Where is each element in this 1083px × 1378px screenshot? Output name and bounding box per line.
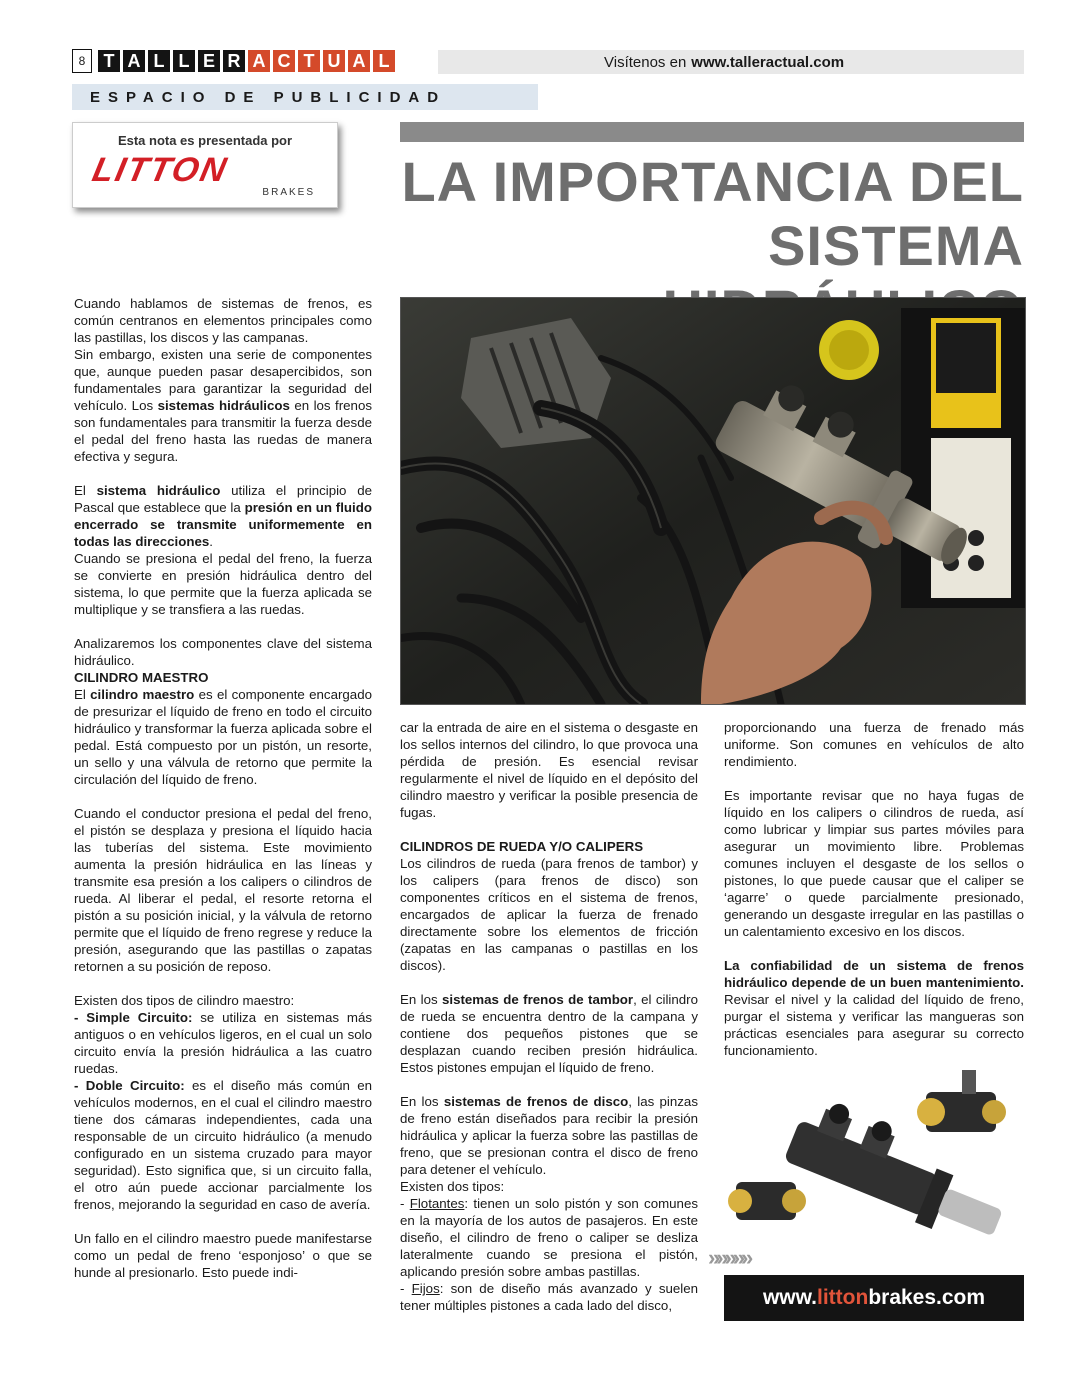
visit-bar	[438, 50, 1024, 74]
paragraph: En los sistemas de frenos de tambor, el cilindro de rueda se encuentra dentro de la campana y contiene dos pequeños pistones que se desplazan cuando reciben presión hidráulica. Estos pistones empujan el líquido de freno.	[400, 992, 699, 1075]
masthead-letter: T	[298, 50, 320, 72]
masthead-letter: R	[223, 50, 245, 72]
paragraph: - Fijos: son de diseño más avanzado y suelen tener múltiples pistones a cada lado del disco,	[400, 1281, 698, 1313]
title-bar	[400, 122, 1024, 142]
paragraph: - Doble Circuito: es el diseño más común en vehículos modernos, en el cual el cilindro maestro tiene dos cámaras independientes, cada una responsable de un circuito hidráulico (a menudo configurado en un sistema cruzado para mayor seguridad). Esto significa que, si un circuito falla, el otro aún puede accionar parcialmente los frenos, mejorando la seguridad en caso de avería.	[74, 1078, 372, 1212]
paragraph: El cilindro maestro es el componente encargado de presurizar el líquido de freno en todo el circuito hidráulico y transformar la fuerza aplicada sobre el pedal. Está compuesto por un pistón, un resorte, un sello y una válvula de retorno que permite la circulación del líquido de freno.	[74, 687, 372, 787]
paragraph: El sistema hidráulico utiliza el principio de Pascal que establece que la presión en un fluido encerrado se transmite uniformemente en todas las direcciones.	[74, 483, 372, 549]
engine-photo-illustration	[401, 298, 1025, 704]
engine-photo	[400, 297, 1026, 705]
chevrons-decoration: »»»»»	[708, 1245, 750, 1270]
page-number: 8	[72, 49, 92, 73]
paragraph: Sin embargo, existen una serie de componentes que, aunque pueden pasar desapercibidos, son fundamentales para garantizar la seguridad del vehículo. Los sistemas hidráulicos en los frenos son fundamentales para transmitir la fuerza desde el pedal del freno hasta las ruedas de manera efectiva y segura.	[74, 347, 372, 464]
paragraph: Cuando el conductor presiona el pedal del freno, el pistón se desplaza y presiona el líquido hacia las tuberías del sistema. Este movimiento aumenta la presión hidráulica en las líneas y transmite esa presión a los calipers o cilindros de rueda. Al liberar el pedal, el resorte retorna el pistón a su posición inicial, y la válvula de retorno permite que el líquido de freno regrese y reduce la presión, asegurando que las pastillas o zapatas retornen a su posición de reposo.	[74, 806, 372, 974]
title-line: LA IMPORTANCIA DEL	[401, 150, 1024, 213]
masthead-letter: L	[173, 50, 195, 72]
paragraph: Analizaremos los componentes clave del sistema hidráulico.	[74, 636, 372, 668]
brake-parts-image	[726, 1062, 1024, 1248]
paragraph: - Flotantes: tienen un solo pistón y son comunes en la mayoría de los autos de pasajeros. En este diseño, el cilindro de freno o caliper se desliza lateralmente cuando se presiona el pistón, aplicando presión sobre ambas pastillas.	[400, 1196, 698, 1279]
paragraph: Los cilindros de rueda (para frenos de tambor) y los calipers (para frenos de disco) son componentes críticos en el sistema de frenos, encargados de aplicar la fuerza de frenado directamente sobre los elementos de fricción (zapatas en las campanas o pastillas en los discos).	[400, 856, 698, 973]
masthead-letter: U	[323, 50, 345, 72]
column-1	[74, 295, 372, 1281]
paragraph: car la entrada de aire en el sistema o desgaste en los sellos internos del cilindro, lo que provoca una pérdida de presión. Es esencial revisar regularmente el nivel de líquido en el depósito del cilindro maestro y verificar la posible presencia de fugas.	[400, 720, 698, 820]
visit-url-link[interactable]: www.talleractual.com	[691, 53, 845, 71]
litton-url-link[interactable]: www. litton brakes.com	[724, 1275, 1024, 1321]
masthead-letter: C	[273, 50, 295, 72]
masthead-letter: E	[198, 50, 220, 72]
paragraph: Cuando se presiona el pedal del freno, la fuerza se convierte en presión hidráulica dentro del sistema, lo que permite que la fuerza aplicada se multiplique y se transfiera a las ruedas.	[74, 551, 372, 617]
sponsor-note: Esta nota es presentada por	[117, 133, 293, 148]
paragraph: En los sistemas de frenos de disco, las pinzas de freno están diseñados para recibir la presión hidráulica y aplicar la fuerza sobre las pastillas de freno, que se presionan contra el disco de freno para detener el vehículo.	[400, 1094, 698, 1177]
masthead-letter: A	[348, 50, 370, 72]
paragraph: - Simple Circuito: se utiliza en sistemas más antiguos o en vehículos ligeros, en el cual un solo circuito envía la presión hidráulica a las cuatro ruedas.	[74, 1010, 372, 1076]
litton-logo: LITTON	[89, 151, 232, 189]
masthead-letter: L	[148, 50, 170, 72]
masthead	[72, 48, 398, 74]
masthead-letter: T	[98, 50, 120, 72]
title-line: SISTEMA	[768, 214, 1024, 277]
section-label: ESPACIO DE PUBLICIDAD	[72, 84, 538, 110]
brake-parts-illustration	[726, 1062, 1024, 1248]
paragraph: proporcionando una fuerza de frenado más uniforme. Son comunes en vehículos de alto rendimiento.	[724, 720, 1024, 769]
masthead-letter: A	[123, 50, 145, 72]
visit-text: Visítenos en	[604, 53, 687, 71]
masthead-letter: A	[248, 50, 270, 72]
litton-logo-sub: BRAKES	[262, 187, 315, 198]
column-2	[400, 719, 698, 1314]
paragraph: Cuando hablamos de sistemas de frenos, es común centranos en elementos principales como las pastillas, los discos y las campanas.	[74, 296, 372, 345]
paragraph: La confiabilidad de un sistema de frenos hidráulico depende de un buen mantenimiento. Revisar el nivel y la calidad del líquido de freno, purgar el sistema y verificar las mangueras son prácticas esenciales para asegurar su correcto funcionamiento.	[724, 958, 1024, 1058]
section-heading: CILINDRO MAESTRO	[74, 670, 209, 685]
paragraph: Es importante revisar que no haya fugas de líquido en los calipers o cilindros de rueda, así como lubricar y limpiar sus partes móviles para asegurar un movimiento libre. Problemas comunes incluyen el desgaste de los sellos o pistones, lo que puede causar que el caliper se ‘agarre’ o quede parcialmente presionado, generando un desgaste irregular en las pastillas o un calentamiento excesivo en los discos.	[724, 788, 1024, 939]
paragraph: Un fallo en el cilindro maestro puede manifestarse como un pedal de freno ‘esponjoso’ o que se hunde al presionarlo. Esto puede indi-	[74, 1231, 372, 1280]
masthead-letter: L	[373, 50, 395, 72]
column-3	[724, 719, 1024, 1059]
sponsor-box	[72, 122, 338, 208]
paragraph: Existen dos tipos de cilindro maestro:	[74, 993, 295, 1008]
paragraph: Existen dos tipos:	[400, 1179, 505, 1194]
section-heading: CILINDROS DE RUEDA Y/O CALIPERS	[400, 839, 644, 854]
